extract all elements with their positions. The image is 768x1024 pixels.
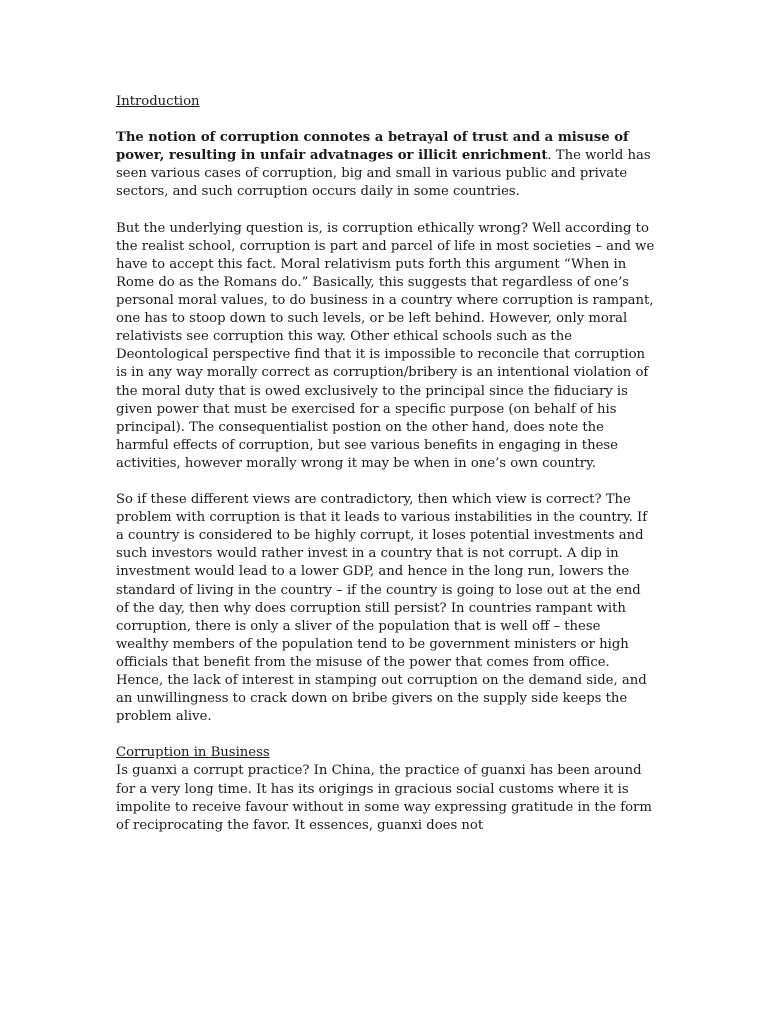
paragraph-views: So if these different views are contradictory, then which view is correct? The problem with corruption is that it leads to various instabilities in the country. If a country is considered to be highly corrupt, it loses potential investments and such investors would rather invest in a country that is not corrupt. A dip in investment would lead to a lower GDP, and hence in the long run, lowers the standard of living in the country – if the country is going to lose out at the end of the day, then why does corruption still persist? In countries rampant with corruption, there is only a sliver of the population that is well off – these wealthy members of the population tend to be government ministers or high officials that benefit from the misuse of the power that comes from office. Hence, the lack of interest in stamping out corruption on the demand side, and an unwillingness to crack down on bribe givers on the supply side keeps the problem alive. bbox=[116, 492, 648, 725]
paragraph-guanxi: Is guanxi a corrupt practice? In China, the practice of guanxi has been around for a very long time. It has its origings in gracious social customs where it is impolite to receive favour without in some way expressing gratitude in the form of reciprocating the favor. It essences, guanxi does not bbox=[116, 763, 652, 833]
business-heading: Corruption in Business bbox=[116, 745, 270, 761]
paragraph-intro bbox=[116, 129, 656, 201]
paragraph-ethics: But the underlying question is, is corruption ethically wrong? Well according to the realist school, corruption is part and parcel of life in most societies – and we have to accept this fact. Moral relativism puts forth this argument “When in Rome do as the Romans do.” Basically, this suggests that regardless of one’s personal moral values, to do business in a country where corruption is rampant, one has to stoop down to such levels, or be left behind. However, only moral relativists see corruption this way. Other ethical schools such as the Deontological perspective find that it is impossible to reconcile that corruption is in any way morally correct as corruption/bribery is an intentional violation of the moral duty that is owed exclusively to the principal since the fiduciary is given power that must be exercised for a specific purpose (on behalf of his principal). The consequentialist postion on the other hand, does note the harmful effects of corruption, but see various benefits in engaging in these activities, however morally wrong it may be when in one’s own country. bbox=[116, 220, 655, 471]
spacer bbox=[116, 111, 656, 129]
intro-heading: Introduction bbox=[116, 94, 200, 109]
intro-rest-text: . The world has seen various cases of corruption, big and small in various public and private sectors, and such corruption occurs daily in some countries. bbox=[116, 148, 651, 200]
intro-bold-statement: The notion of corruption connotes a betrayal of trust and a misuse of power, resulting in unfair advatnages or illicit enrichment bbox=[116, 130, 629, 164]
document-page bbox=[116, 93, 656, 835]
